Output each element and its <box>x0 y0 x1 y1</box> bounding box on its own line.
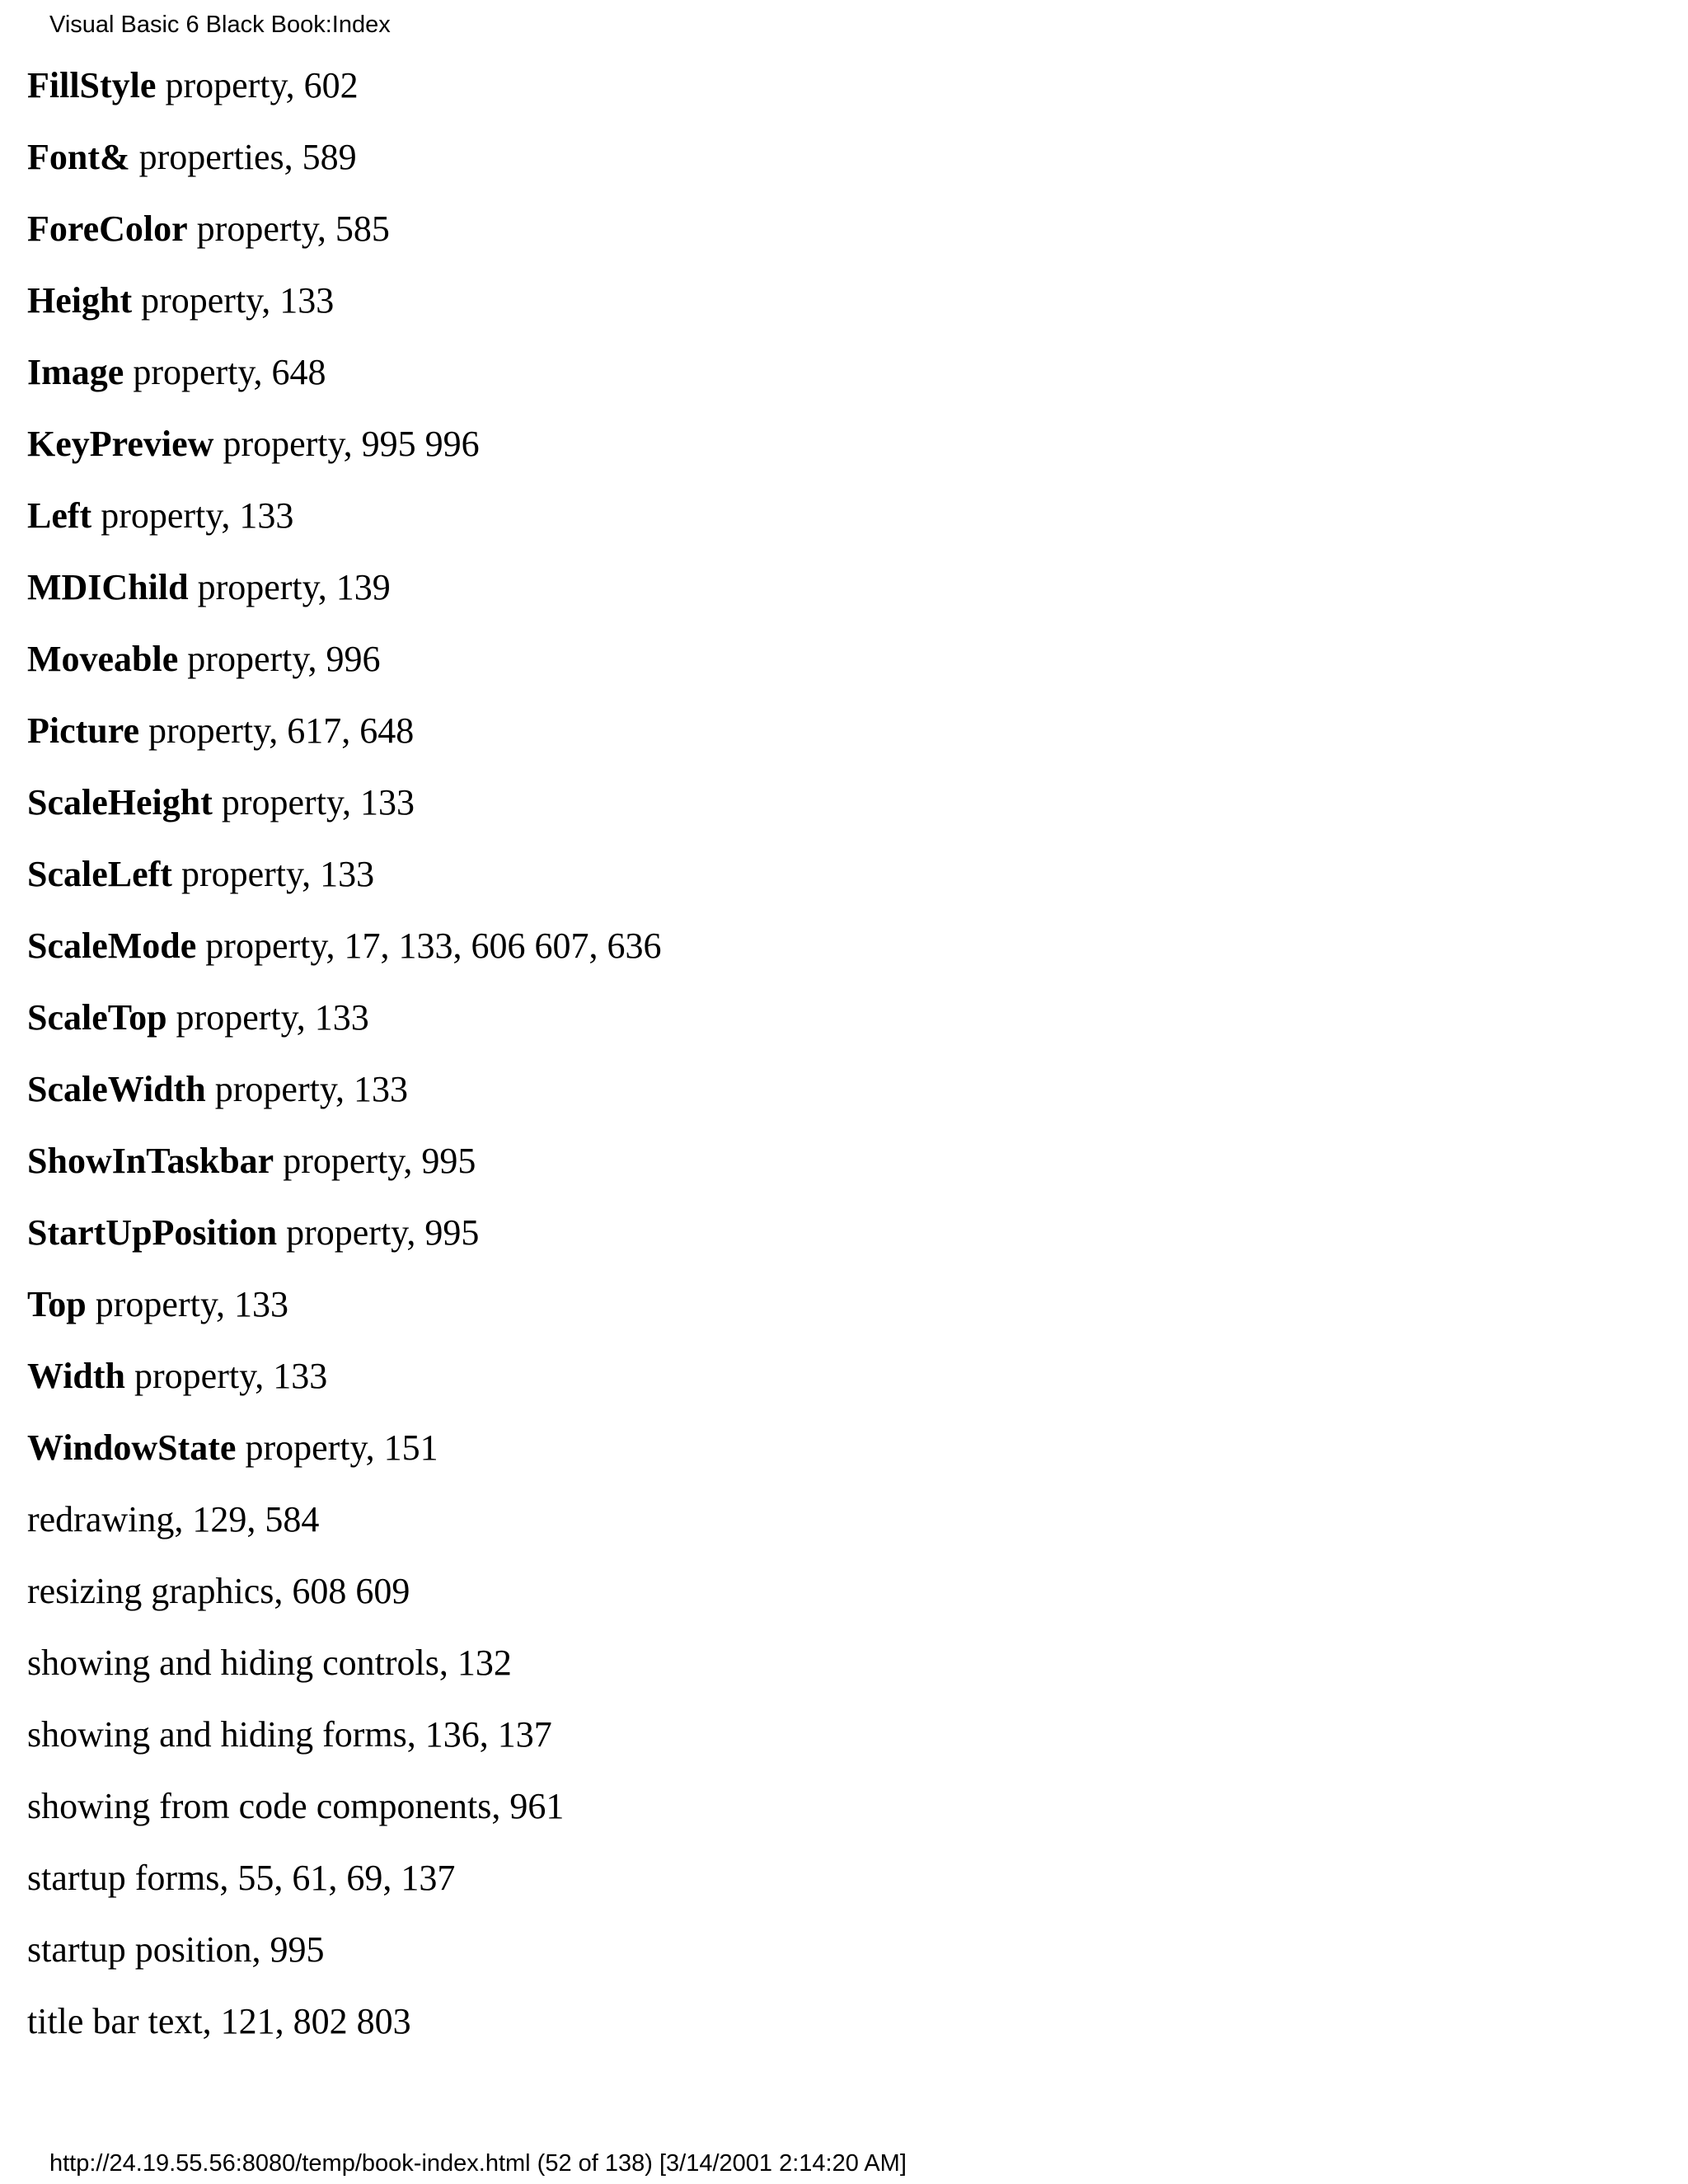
index-entry <box>27 480 662 551</box>
index-entry-text: startup forms, 55, 61, 69, 137 <box>27 1858 456 1898</box>
index-term: Height <box>27 280 133 321</box>
index-entry-text: property, 133 <box>86 1284 288 1324</box>
index-entry <box>27 695 662 766</box>
index-entry-text: showing and hiding forms, 136, 137 <box>27 1714 552 1755</box>
index-term: ScaleTop <box>27 997 167 1038</box>
index-entry <box>27 1412 662 1483</box>
index-term: Width <box>27 1356 126 1396</box>
index-entry <box>27 1985 662 2057</box>
index-entry <box>27 193 662 265</box>
index-list <box>27 49 662 2057</box>
index-term: ScaleLeft <box>27 854 172 894</box>
index-entry <box>27 838 662 910</box>
index-entry-text: property, 995 <box>274 1141 476 1181</box>
index-entry <box>27 1914 662 1985</box>
index-entry-text: property, 151 <box>236 1427 438 1468</box>
index-entry-text: property, 139 <box>188 567 391 607</box>
index-entry <box>27 1125 662 1197</box>
index-entry <box>27 623 662 695</box>
index-entry-text: property, 617, 648 <box>139 710 415 751</box>
index-term: Picture <box>27 710 140 751</box>
index-entry-text: startup position, 995 <box>27 1929 325 1970</box>
index-entry <box>27 1699 662 1770</box>
page-header: Visual Basic 6 Black Book:Index <box>49 12 391 38</box>
index-entry-text: showing and hiding controls, 132 <box>27 1643 512 1683</box>
index-entry <box>27 121 662 193</box>
index-entry <box>27 408 662 480</box>
index-entry <box>27 1340 662 1412</box>
index-entry-text: property, 133 <box>212 782 415 823</box>
index-entry <box>27 1268 662 1340</box>
index-term: ForeColor <box>27 209 188 249</box>
index-term: ScaleHeight <box>27 782 213 823</box>
index-entry <box>27 1770 662 1842</box>
index-term: KeyPreview <box>27 424 214 464</box>
index-entry <box>27 1627 662 1699</box>
index-term: Font& <box>27 137 130 177</box>
index-term: ShowInTaskbar <box>27 1141 274 1181</box>
index-entry-text: title bar text, 121, 802 803 <box>27 2001 411 2041</box>
index-entry <box>27 1053 662 1125</box>
index-entry-text: redrawing, 129, 584 <box>27 1499 320 1540</box>
index-entry <box>27 1197 662 1268</box>
index-term: FillStyle <box>27 65 157 105</box>
index-term: MDIChild <box>27 567 189 607</box>
index-term: Top <box>27 1284 87 1324</box>
index-entry-text: property, 133 <box>91 495 294 536</box>
index-entry <box>27 1555 662 1627</box>
index-entry <box>27 1483 662 1555</box>
index-entry-text: properties, 589 <box>129 137 357 177</box>
index-entry-text: property, 995 <box>277 1212 480 1253</box>
index-entry <box>27 336 662 408</box>
index-term: Moveable <box>27 639 179 679</box>
index-entry-text: resizing graphics, 608 609 <box>27 1571 410 1611</box>
index-entry-text: property, 585 <box>187 209 390 249</box>
index-entry-text: property, 996 <box>178 639 381 679</box>
index-term: Left <box>27 495 92 536</box>
index-entry <box>27 49 662 121</box>
index-entry-text: property, 133 <box>166 997 369 1038</box>
index-term: ScaleWidth <box>27 1069 206 1109</box>
index-entry <box>27 766 662 838</box>
index-entry-text: showing from code components, 961 <box>27 1786 565 1826</box>
index-term: Image <box>27 352 124 392</box>
index-term: StartUpPosition <box>27 1212 278 1253</box>
index-term: ScaleMode <box>27 926 197 966</box>
index-entry-text: property, 995 996 <box>213 424 480 464</box>
index-entry-text: property, 602 <box>156 65 359 105</box>
index-entry <box>27 982 662 1053</box>
index-entry-text: property, 17, 133, 606 607, 636 <box>196 926 662 966</box>
index-entry <box>27 265 662 336</box>
index-entry-text: property, 133 <box>205 1069 408 1109</box>
index-entry-text: property, 133 <box>132 280 335 321</box>
index-term: WindowState <box>27 1427 237 1468</box>
index-entry <box>27 910 662 982</box>
index-entry <box>27 551 662 623</box>
index-entry-text: property, 133 <box>125 1356 328 1396</box>
index-entry <box>27 1842 662 1914</box>
index-entry-text: property, 648 <box>124 352 326 392</box>
page-footer: http://24.19.55.56:8080/temp/book-index.html (52 of 138) [3/14/2001 2:14:20 AM] <box>49 2150 907 2177</box>
index-entry-text: property, 133 <box>171 854 375 894</box>
